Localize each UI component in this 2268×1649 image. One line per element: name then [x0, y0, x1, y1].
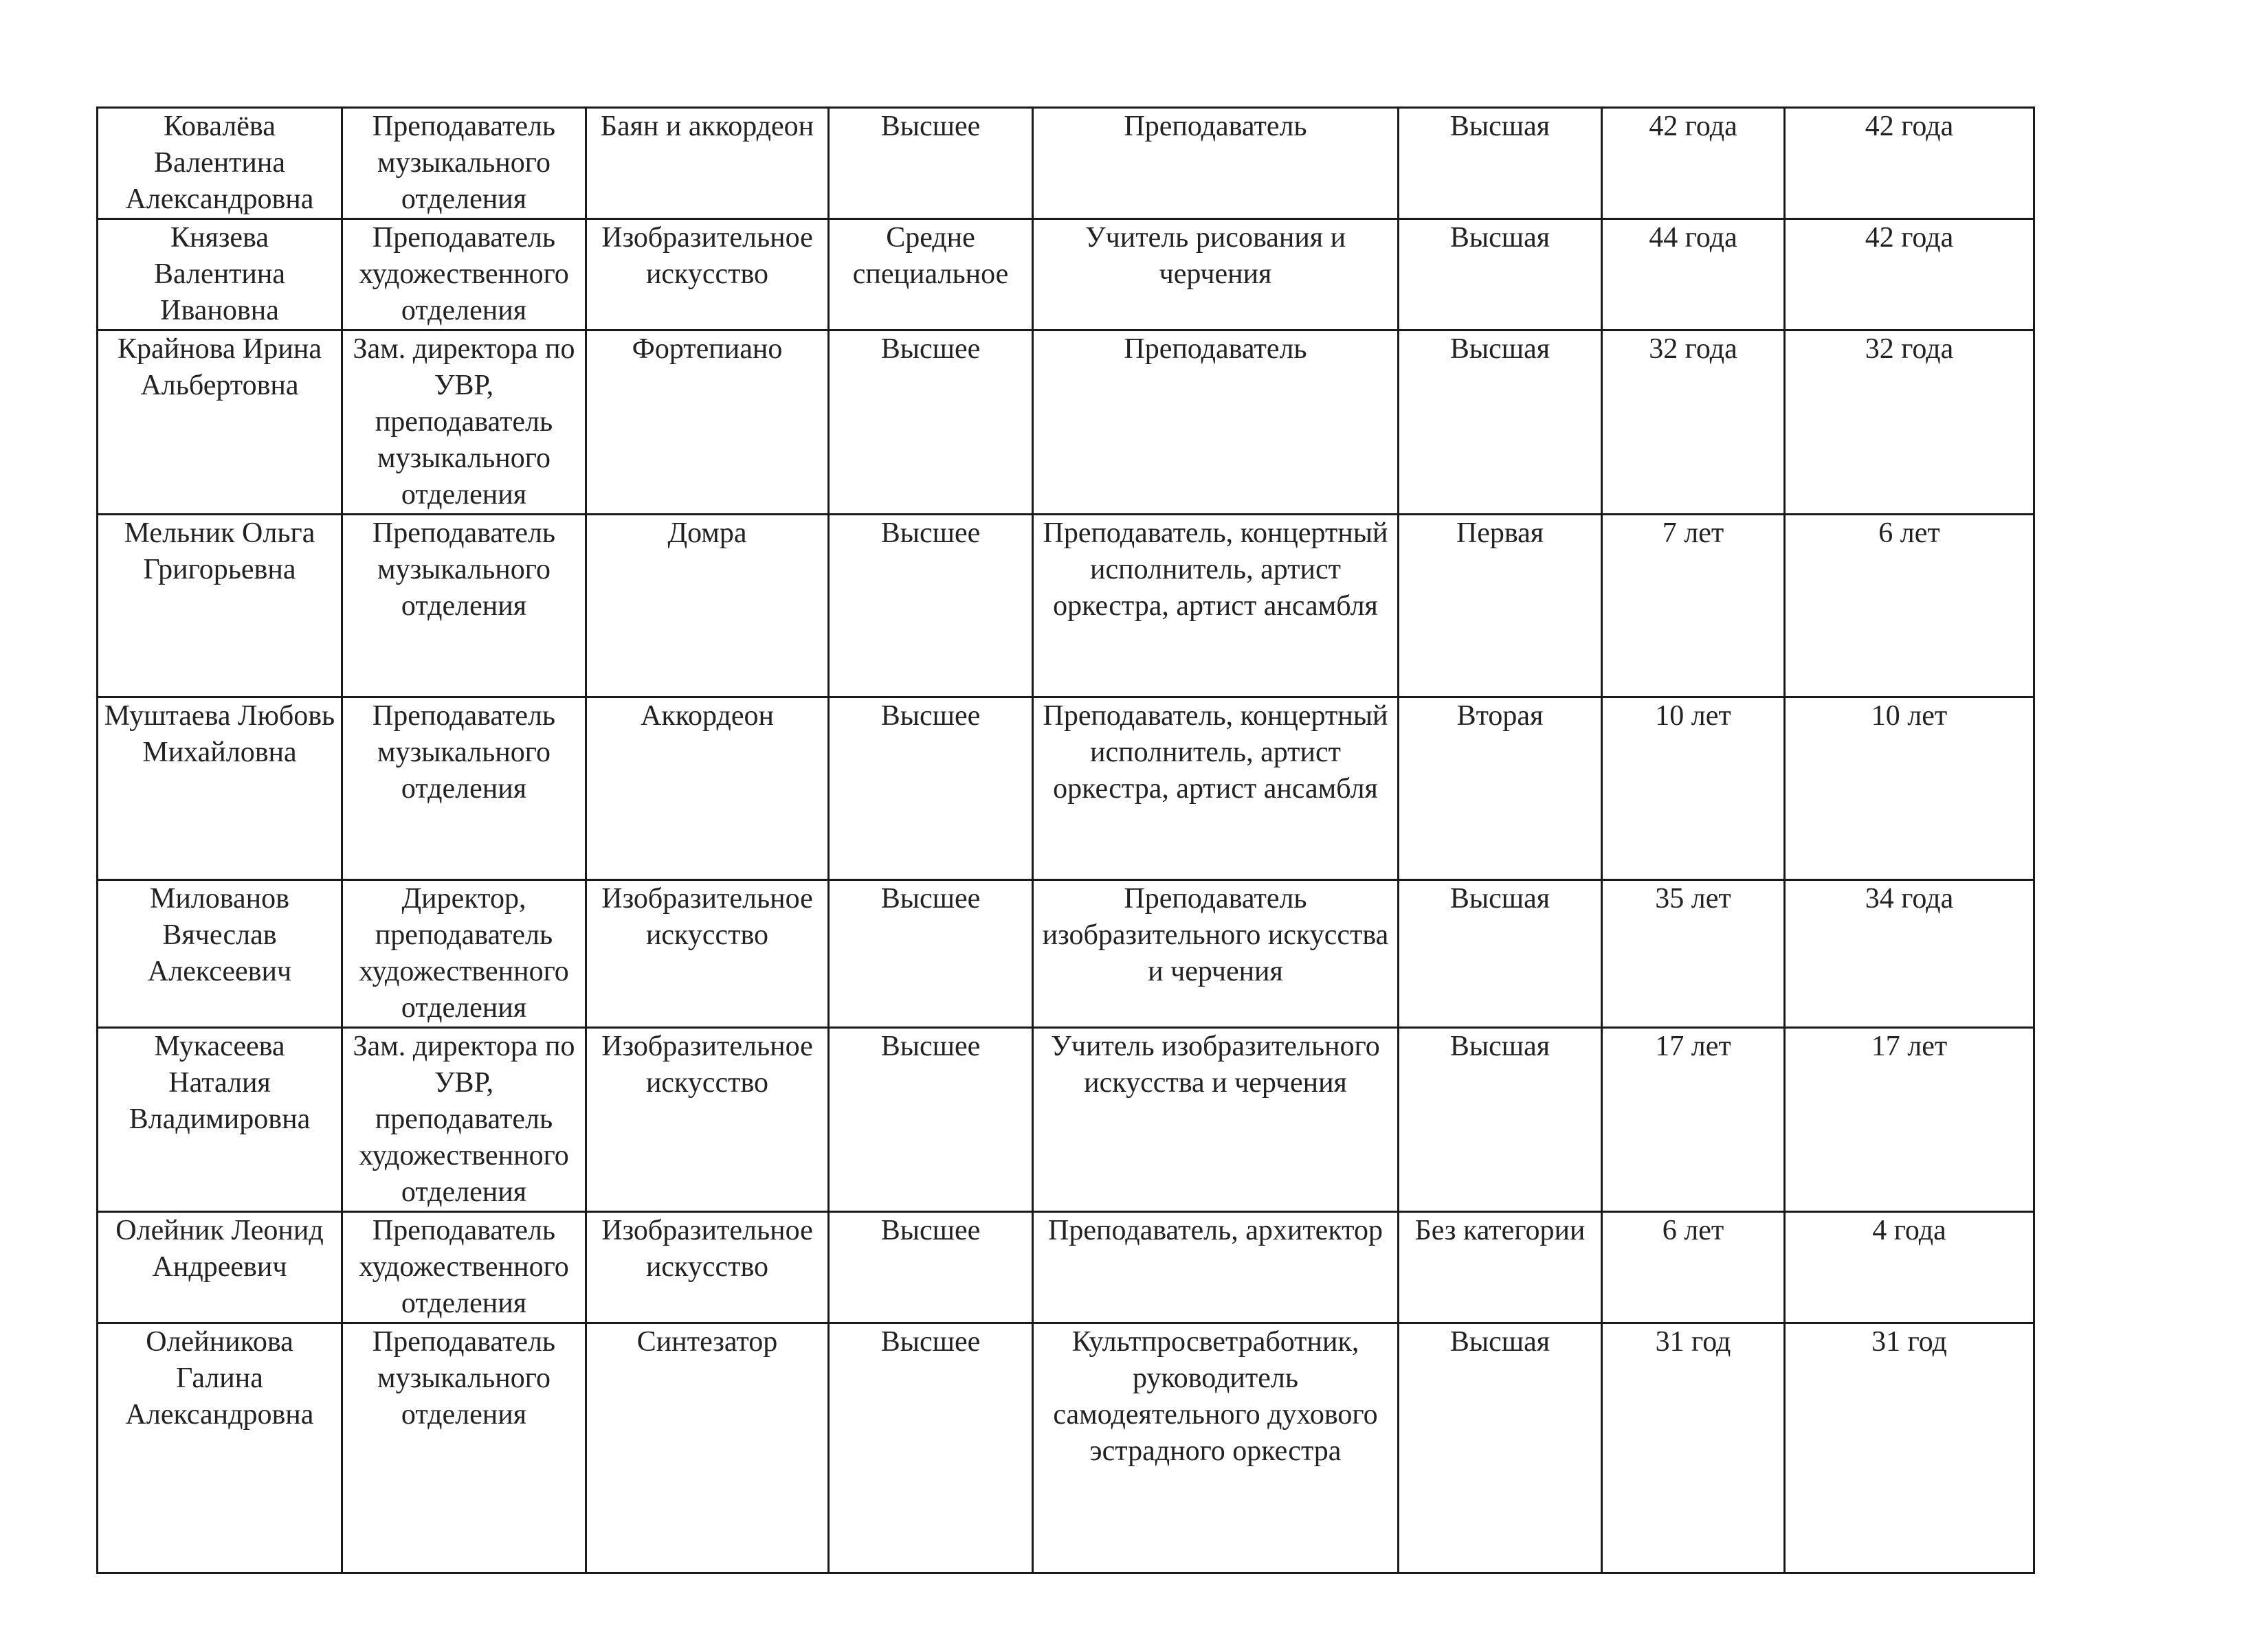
category-cell: Высшая: [1399, 880, 1602, 1028]
teacher-name-cell: Ковалёва Валентина Александровна: [98, 108, 342, 219]
total-experience-cell: 17 лет: [1602, 1028, 1785, 1212]
total-experience-cell: 7 лет: [1602, 515, 1785, 697]
total-experience-cell: 6 лет: [1602, 1212, 1785, 1323]
qualification-cell: Преподаватель: [1033, 108, 1399, 219]
total-experience-cell: 31 год: [1602, 1323, 1785, 1573]
education-cell: Высшее: [829, 1212, 1033, 1323]
table-row: [98, 108, 2034, 219]
teaching-experience-cell: 4 года: [1785, 1212, 2034, 1323]
total-experience-cell: 35 лет: [1602, 880, 1785, 1028]
position-cell: Преподаватель художественного отделения: [342, 219, 586, 330]
table-row: [98, 515, 2034, 697]
subject-cell: Изобразительное искусство: [586, 1212, 829, 1323]
teacher-name-cell: Милованов Вячеслав Алексеевич: [98, 880, 342, 1028]
education-cell: Высшее: [829, 880, 1033, 1028]
category-cell: Первая: [1399, 515, 1602, 697]
table-row: [98, 1028, 2034, 1212]
teaching-experience-cell: 17 лет: [1785, 1028, 2034, 1212]
position-cell: Зам. директора по УВР, преподаватель художественного отделения: [342, 1028, 586, 1212]
position-cell: Преподаватель музыкального отделения: [342, 108, 586, 219]
subject-cell: Изобразительное искусство: [586, 880, 829, 1028]
subject-cell: Баян и аккордеон: [586, 108, 829, 219]
teacher-name-cell: Крайнова Ирина Альбертовна: [98, 330, 342, 515]
subject-cell: Синтезатор: [586, 1323, 829, 1573]
position-cell: Преподаватель музыкального отделения: [342, 515, 586, 697]
education-cell: Высшее: [829, 697, 1033, 880]
teaching-experience-cell: 32 года: [1785, 330, 2034, 515]
qualification-cell: Учитель рисования и черчения: [1033, 219, 1399, 330]
table-body: [98, 108, 2034, 1573]
total-experience-cell: 42 года: [1602, 108, 1785, 219]
teacher-name-cell: Олейник Леонид Андреевич: [98, 1212, 342, 1323]
teacher-name-cell: Мукасеева Наталия Владимировна: [98, 1028, 342, 1212]
education-cell: Высшее: [829, 1028, 1033, 1212]
subject-cell: Изобразительное искусство: [586, 219, 829, 330]
category-cell: Высшая: [1399, 108, 1602, 219]
teaching-experience-cell: 31 год: [1785, 1323, 2034, 1573]
education-cell: Высшее: [829, 515, 1033, 697]
category-cell: Высшая: [1399, 1028, 1602, 1212]
category-cell: Высшая: [1399, 1323, 1602, 1573]
qualification-cell: Преподаватель, концертный исполнитель, артист оркестра, артист ансамбля: [1033, 697, 1399, 880]
table-row: [98, 219, 2034, 330]
subject-cell: Изобразительное искусство: [586, 1028, 829, 1212]
teaching-experience-cell: 42 года: [1785, 108, 2034, 219]
teacher-name-cell: Олейникова Галина Александровна: [98, 1323, 342, 1573]
teacher-name-cell: Князева Валентина Ивановна: [98, 219, 342, 330]
qualification-cell: Преподаватель, архитектор: [1033, 1212, 1399, 1323]
position-cell: Преподаватель художественного отделения: [342, 1212, 586, 1323]
table-row: [98, 880, 2034, 1028]
education-cell: Высшее: [829, 108, 1033, 219]
teaching-experience-cell: 42 года: [1785, 219, 2034, 330]
total-experience-cell: 10 лет: [1602, 697, 1785, 880]
table-row: [98, 1212, 2034, 1323]
qualification-cell: Культпросветработник, руководитель самодеятельного духового эстрадного оркестра: [1033, 1323, 1399, 1573]
education-cell: Высшее: [829, 330, 1033, 515]
category-cell: Без категории: [1399, 1212, 1602, 1323]
qualification-cell: Преподаватель изобразительного искусства и черчения: [1033, 880, 1399, 1028]
teaching-experience-cell: 34 года: [1785, 880, 2034, 1028]
subject-cell: Аккордеон: [586, 697, 829, 880]
category-cell: Высшая: [1399, 219, 1602, 330]
education-cell: Средне специальное: [829, 219, 1033, 330]
total-experience-cell: 32 года: [1602, 330, 1785, 515]
qualification-cell: Преподаватель: [1033, 330, 1399, 515]
position-cell: Преподаватель музыкального отделения: [342, 697, 586, 880]
teaching-experience-cell: 10 лет: [1785, 697, 2034, 880]
table-row: [98, 697, 2034, 880]
education-cell: Высшее: [829, 1323, 1033, 1573]
teacher-name-cell: Мельник Ольга Григорьевна: [98, 515, 342, 697]
staff-table: [96, 106, 2035, 1574]
category-cell: Вторая: [1399, 697, 1602, 880]
qualification-cell: Учитель изобразительного искусства и черчения: [1033, 1028, 1399, 1212]
position-cell: Зам. директора по УВР, преподаватель музыкального отделения: [342, 330, 586, 515]
total-experience-cell: 44 года: [1602, 219, 1785, 330]
table-row: [98, 1323, 2034, 1573]
qualification-cell: Преподаватель, концертный исполнитель, артист оркестра, артист ансамбля: [1033, 515, 1399, 697]
position-cell: Директор, преподаватель художественного отделения: [342, 880, 586, 1028]
table-row: [98, 330, 2034, 515]
subject-cell: Домра: [586, 515, 829, 697]
position-cell: Преподаватель музыкального отделения: [342, 1323, 586, 1573]
teacher-name-cell: Муштаева Любовь Михайловна: [98, 697, 342, 880]
teaching-experience-cell: 6 лет: [1785, 515, 2034, 697]
category-cell: Высшая: [1399, 330, 1602, 515]
subject-cell: Фортепиано: [586, 330, 829, 515]
